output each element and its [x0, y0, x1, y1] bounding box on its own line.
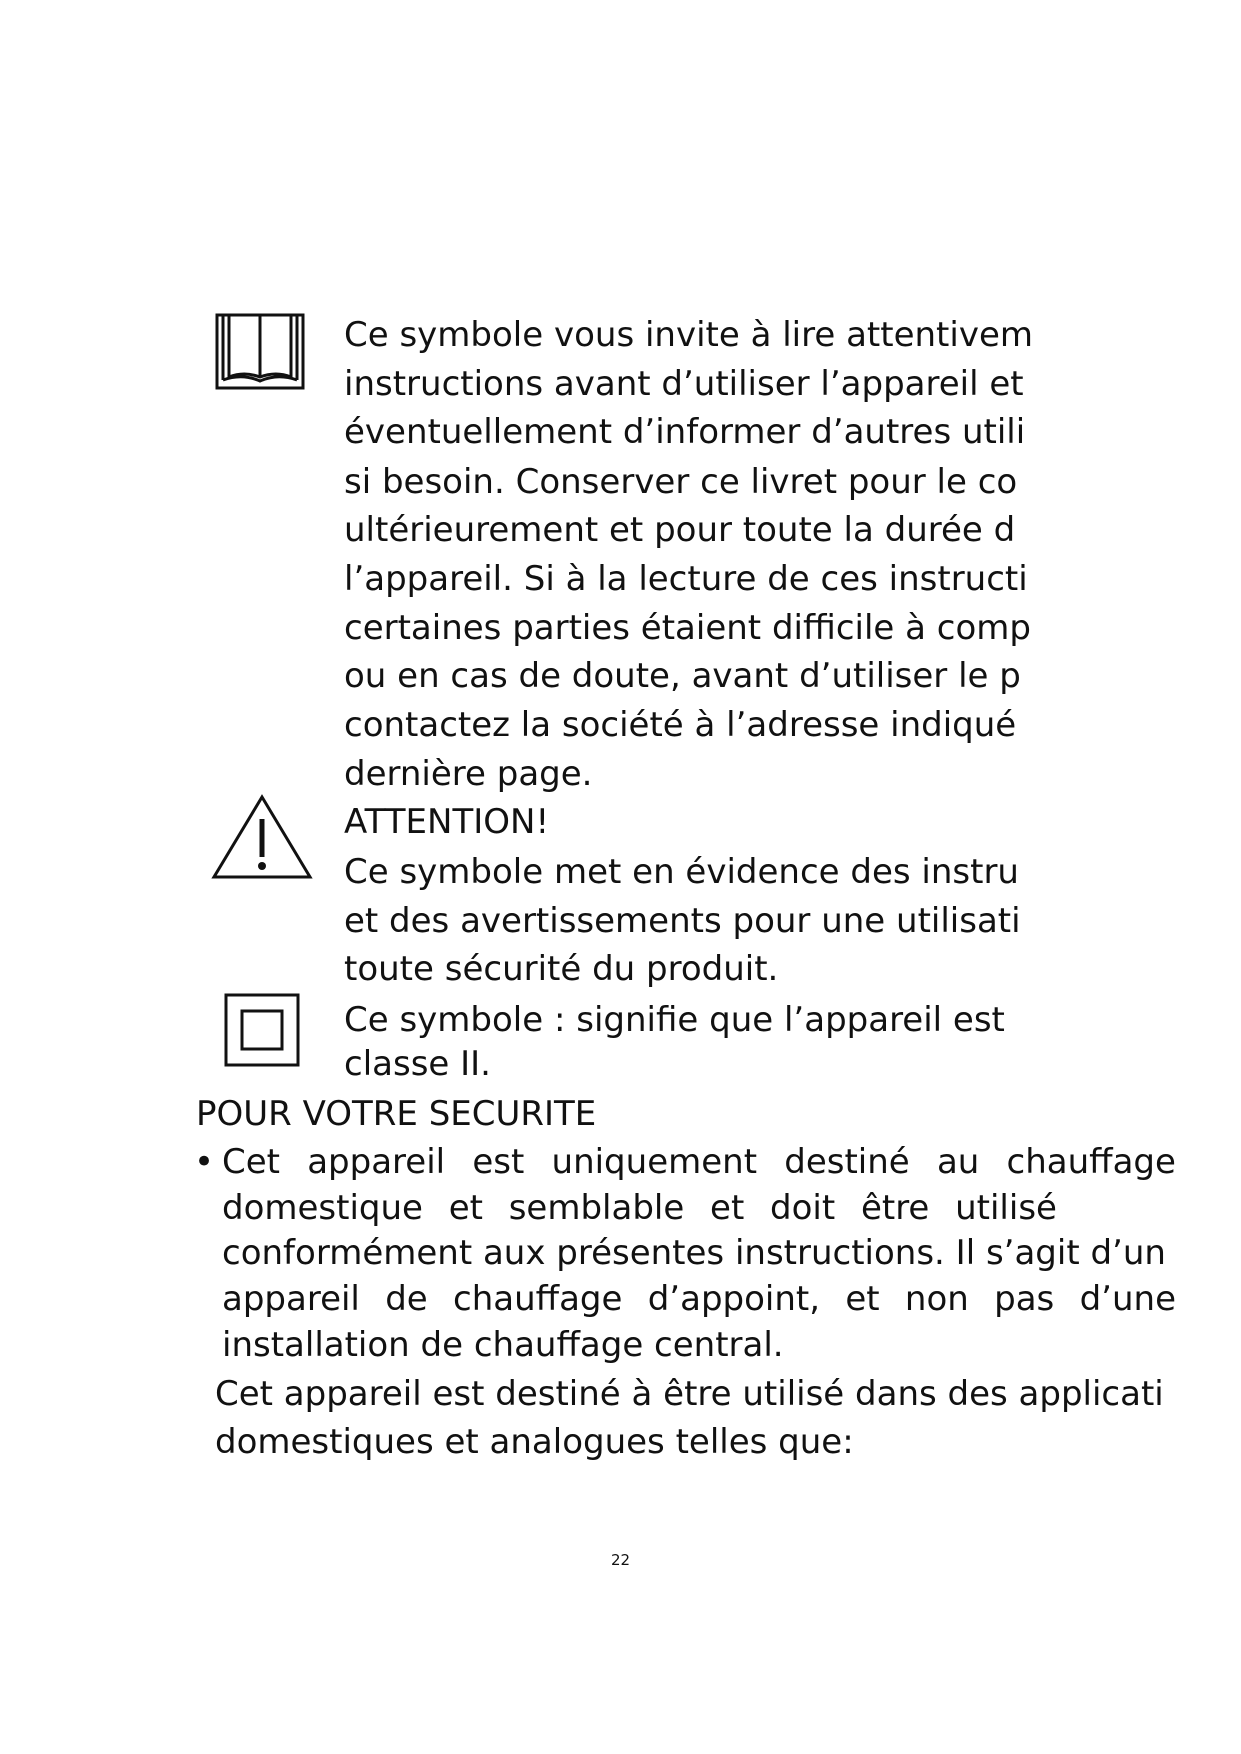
word: au	[936, 1142, 980, 1182]
bullet-line-justified	[222, 1188, 1057, 1228]
word: pas	[994, 1279, 1055, 1319]
bullet-line: conformément aux présentes instructions. Il s’agit d’un	[222, 1233, 1166, 1273]
word: est	[472, 1142, 525, 1182]
word: chauffage	[1006, 1142, 1176, 1182]
word: Cet	[222, 1142, 280, 1182]
section-heading: POUR VOTRE SECURITE	[196, 1094, 597, 1134]
text-line: et des avertissements pour une utilisati	[344, 901, 1021, 941]
text-line: Ce symbole vous invite à lire attentivem	[344, 315, 1033, 355]
text-line: contactez la société à l’adresse indiqué	[344, 705, 1017, 745]
text-line: certaines parties étaient difficile à comp	[344, 608, 1031, 648]
read-manual-book-icon	[214, 311, 306, 391]
word: et	[710, 1188, 745, 1228]
word: uniquement	[551, 1142, 758, 1182]
attention-title: ATTENTION!	[344, 802, 550, 842]
warning-triangle-icon	[210, 793, 314, 881]
word: chauffage	[453, 1279, 623, 1319]
page-number: 22	[610, 1551, 631, 1569]
bullet-line: installation de chauffage central.	[222, 1325, 784, 1365]
text-line: instructions avant d’utiliser l’appareil et	[344, 364, 1024, 404]
word: et	[845, 1279, 880, 1319]
text-line: si besoin. Conserver ce livret pour le co	[344, 462, 1018, 502]
text-line: toute sécurité du produit.	[344, 949, 779, 989]
word: utilisé	[955, 1188, 1057, 1228]
word: semblable	[508, 1188, 685, 1228]
text-line: l’appareil. Si à la lecture de ces instructi	[344, 559, 1028, 599]
bullet-line-justified	[222, 1142, 1176, 1182]
text-line: domestiques et analogues telles que:	[215, 1422, 854, 1462]
bullet-line-justified	[222, 1279, 1176, 1319]
text-line: dernière page.	[344, 754, 593, 794]
word: appareil	[222, 1279, 360, 1319]
text-line: Cet appareil est destiné à être utilisé dans des applicati	[215, 1374, 1164, 1414]
word: domestique	[222, 1188, 423, 1228]
text-line: Ce symbole met en évidence des instru	[344, 852, 1019, 892]
text-line: ou en cas de doute, avant d’utiliser le p	[344, 656, 1021, 696]
word: destiné	[784, 1142, 910, 1182]
word: doit	[770, 1188, 836, 1228]
text-line: éventuellement d’informer d’autres utili	[344, 412, 1026, 452]
text-line: ultérieurement et pour toute la durée d	[344, 510, 1016, 550]
word: de	[385, 1279, 428, 1319]
word: d’appoint,	[647, 1279, 821, 1319]
word: d’une	[1079, 1279, 1176, 1319]
word: appareil	[307, 1142, 446, 1182]
text-line: classe II.	[344, 1044, 491, 1084]
bullet-marker: •	[194, 1142, 215, 1182]
class-ii-double-insulation-icon	[223, 992, 301, 1068]
word: non	[904, 1279, 969, 1319]
text-line: Ce symbole : signifie que l’appareil est	[344, 1000, 1005, 1040]
word: et	[448, 1188, 483, 1228]
word: être	[860, 1188, 930, 1228]
